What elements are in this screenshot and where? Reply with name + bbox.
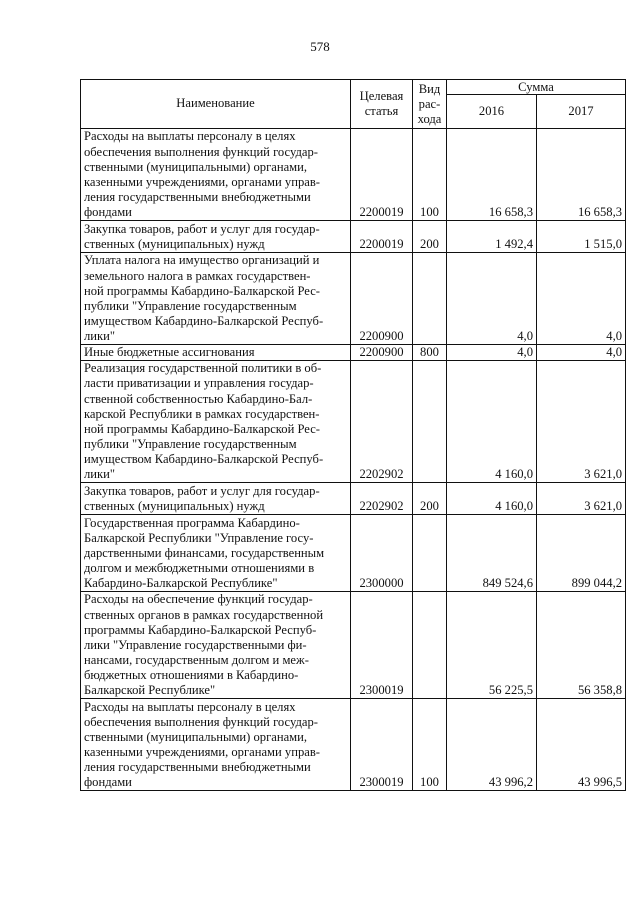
row-sum-2017: 899 044,2 xyxy=(537,515,626,592)
row-code: 2200019 xyxy=(351,221,413,253)
row-name: Уплата налога на имущество организаций и земельного налога в рамках государствен- ной программы Кабардино-Балкарской Рес- публики "Управление государственным имуществом Кабардино-Балкарской Респуб- лики" xyxy=(81,253,351,345)
column-header-sum: Сумма xyxy=(447,80,626,95)
row-name: Иные бюджетные ассигнования xyxy=(81,345,351,361)
table-row xyxy=(81,592,626,699)
page-number: 578 xyxy=(310,39,330,54)
row-sum-2016: 4 160,0 xyxy=(447,361,537,483)
row-code: 2300019 xyxy=(351,699,413,791)
row-expense-type: 100 xyxy=(413,699,447,791)
row-sum-2017: 3 621,0 xyxy=(537,361,626,483)
row-sum-2016: 43 996,2 xyxy=(447,699,537,791)
row-sum-2017: 4,0 xyxy=(537,253,626,345)
table-row xyxy=(81,253,626,345)
table-row xyxy=(81,361,626,483)
row-code: 2200900 xyxy=(351,345,413,361)
row-code: 2300000 xyxy=(351,515,413,592)
row-sum-2017: 56 358,8 xyxy=(537,592,626,699)
table-row xyxy=(81,221,626,253)
column-header-name: Наименование xyxy=(81,80,351,129)
column-header-year-2016: 2016 xyxy=(447,95,537,129)
row-code: 2200900 xyxy=(351,253,413,345)
row-sum-2016: 4,0 xyxy=(447,253,537,345)
row-expense-type xyxy=(413,253,447,345)
row-expense-type xyxy=(413,515,447,592)
row-name: Расходы на обеспечение функций государ- ственных органов в рамках государственной программы Кабардино-Балкарской Респуб- лики "Управление государственными фи- нансами, государственным долгом и меж- бюджетных отношениями в Кабардино- Балкарской Республике" xyxy=(81,592,351,699)
row-sum-2017: 4,0 xyxy=(537,345,626,361)
row-name: Реализация государственной политики в об- ласти приватизации и управления государ- ственной собственностью Кабардино-Бал- карской Республики в рамках государствен- ной программы Кабардино-Балкарской Рес- публики "Управление государственным имуществом Кабардино-Балкарской Респуб- лики" xyxy=(81,361,351,483)
row-expense-type: 800 xyxy=(413,345,447,361)
row-sum-2017: 3 621,0 xyxy=(537,483,626,515)
row-sum-2016: 849 524,6 xyxy=(447,515,537,592)
column-header-code: Целевая статья xyxy=(351,80,413,129)
row-code: 2202902 xyxy=(351,361,413,483)
row-expense-type: 200 xyxy=(413,221,447,253)
table-row xyxy=(81,699,626,791)
row-code: 2200019 xyxy=(351,129,413,221)
row-code: 2202902 xyxy=(351,483,413,515)
row-code: 2300019 xyxy=(351,592,413,699)
budget-table xyxy=(80,79,626,791)
row-name: Закупка товаров, работ и услуг для государ- ственных (муниципальных) нужд xyxy=(81,221,351,253)
table-row xyxy=(81,483,626,515)
row-name: Закупка товаров, работ и услуг для государ- ственных (муниципальных) нужд xyxy=(81,483,351,515)
row-sum-2017: 16 658,3 xyxy=(537,129,626,221)
row-sum-2016: 1 492,4 xyxy=(447,221,537,253)
row-expense-type xyxy=(413,361,447,483)
row-sum-2016: 16 658,3 xyxy=(447,129,537,221)
row-sum-2017: 1 515,0 xyxy=(537,221,626,253)
row-sum-2016: 56 225,5 xyxy=(447,592,537,699)
row-expense-type: 200 xyxy=(413,483,447,515)
column-header-expense-type: Вид рас- хода xyxy=(413,80,447,129)
row-sum-2017: 43 996,5 xyxy=(537,699,626,791)
table-row xyxy=(81,515,626,592)
row-name: Государственная программа Кабардино- Балкарской Республики "Управление госу- дарственными финансами, государственным долгом и межбюджетными отношениями в Кабардино-Балкарской Республике" xyxy=(81,515,351,592)
row-expense-type: 100 xyxy=(413,129,447,221)
row-name: Расходы на выплаты персоналу в целях обеспечения выполнения функций государ- ственными (муниципальными) органами, казенными учреждениями, органами управ- ления государственными внебюджетными фондами xyxy=(81,699,351,791)
row-sum-2016: 4 160,0 xyxy=(447,483,537,515)
row-name: Расходы на выплаты персоналу в целях обеспечения выполнения функций государ- ственными (муниципальными) органами, казенными учреждениями, органами управ- ления государственными внебюджетными фондами xyxy=(81,129,351,221)
row-sum-2016: 4,0 xyxy=(447,345,537,361)
column-header-year-2017: 2017 xyxy=(537,95,626,129)
row-expense-type xyxy=(413,592,447,699)
table-row xyxy=(81,345,626,361)
table-row xyxy=(81,129,626,221)
